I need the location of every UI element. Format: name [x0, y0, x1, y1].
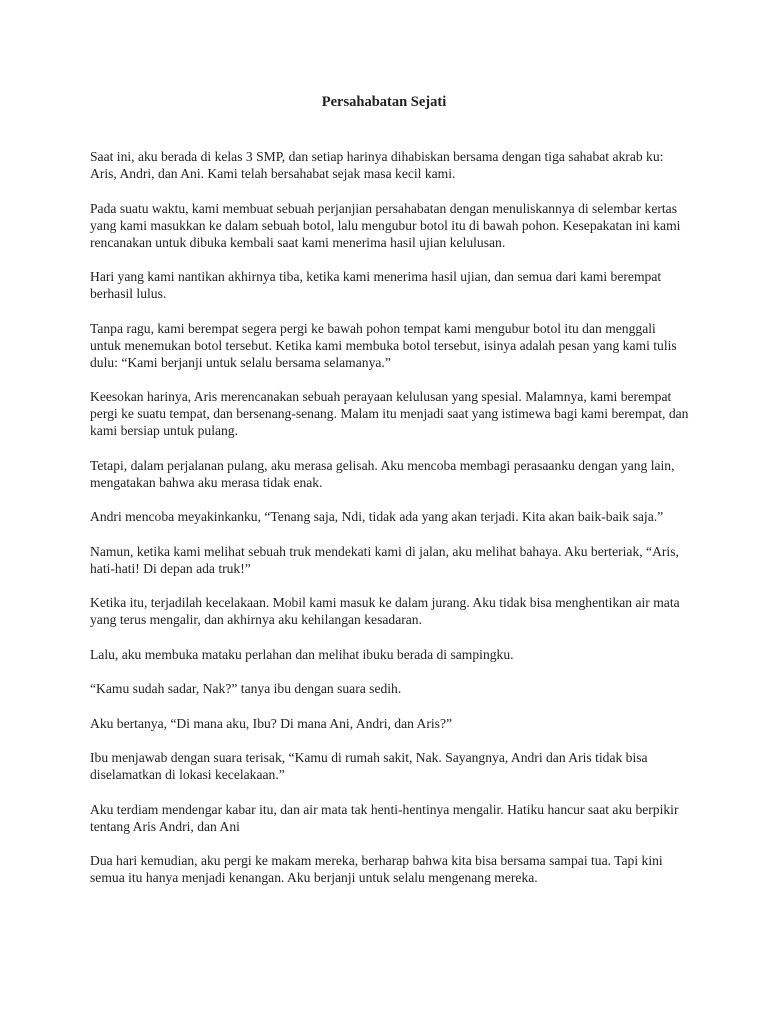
- document-body: [90, 148, 690, 904]
- paragraph: Andri mencoba meyakinkanku, “Tenang saja, Ndi, tidak ada yang akan terjadi. Kita akan baik-baik saja.”: [90, 509, 664, 524]
- paragraph: Tanpa ragu, kami berempat segera pergi ke bawah pohon tempat kami mengubur botol itu dan menggali untuk menemukan botol tersebut. Ketika kami membuka botol tersebut, isinya adalah pesan yang kami tulis dulu: “Kami berjanji untuk selalu bersama selamanya.”: [90, 320, 677, 370]
- paragraph: Keesokan harinya, Aris merencanakan sebuah perayaan kelulusan yang spesial. Malamnya, kami berempat pergi ke suatu tempat, dan bersenang-senang. Malam itu menjadi saat yang istimewa bagi kami berempat, dan kami bersiap untuk pulang.: [90, 389, 689, 438]
- paragraph: Aku bertanya, “Di mana aku, Ibu? Di mana Ani, Andri, dan Aris?”: [90, 715, 453, 731]
- paragraph: Ibu menjawab dengan suara terisak, “Kamu di rumah sakit, Nak. Sayangnya, Andri dan Aris tidak bisa diselamatkan di lokasi kecelakaan.”: [90, 750, 648, 782]
- paragraph: Aku terdiam mendengar kabar itu, dan air mata tak henti-hentinya mengalir. Hatiku hancur saat aku berpikir tentang Aris Andri, dan Ani: [90, 801, 679, 834]
- paragraph: “Kamu sudah sadar, Nak?” tanya ibu dengan suara sedih.: [90, 681, 402, 696]
- paragraph: Saat ini, aku berada di kelas 3 SMP, dan setiap harinya dihabiskan bersama dengan tiga sahabat akrab ku: Aris, Andri, dan Ani. Kami telah bersahabat sejak masa kecil kami.: [90, 149, 664, 181]
- paragraph: Hari yang kami nantikan akhirnya tiba, ketika kami menerima hasil ujian, dan semua dari kami berempat berhasil lulus.: [90, 269, 662, 301]
- paragraph: Ketika itu, terjadilah kecelakaan. Mobil kami masuk ke dalam jurang. Aku tidak bisa menghentikan air mata yang terus mengalir, dan akhirnya aku kehilangan kesadaran.: [90, 595, 680, 627]
- paragraph: Tetapi, dalam perjalanan pulang, aku merasa gelisah. Aku mencoba membagi perasaanku dengan yang lain, mengatakan bahwa aku merasa tidak enak.: [90, 457, 675, 490]
- document-title: Persahabatan Sejati: [321, 94, 447, 110]
- paragraph: Pada suatu waktu, kami membuat sebuah perjanjian persahabatan dengan menuliskannya di selembar kertas yang kami masukkan ke dalam sebuah botol, lalu mengubur botol itu di bawah pohon. Kesepakatan ini kami rencanakan untuk dibuka kembali saat kami menerima hasil ujian kelulusan.: [90, 200, 681, 250]
- paragraph: Namun, ketika kami melihat sebuah truk mendekati kami di jalan, aku melihat bahaya. Aku berteriak, “Aris, hati-hati! Di depan ada truk!”: [90, 543, 679, 576]
- paragraph: Lalu, aku membuka mataku perlahan dan melihat ibuku berada di sampingku.: [90, 646, 514, 662]
- paragraph: Dua hari kemudian, aku pergi ke makam mereka, berharap bahwa kita bisa bersama sampai tua. Tapi kini semua itu hanya menjadi kenangan. Aku berjanji untuk selalu mengenang mereka.: [90, 853, 663, 885]
